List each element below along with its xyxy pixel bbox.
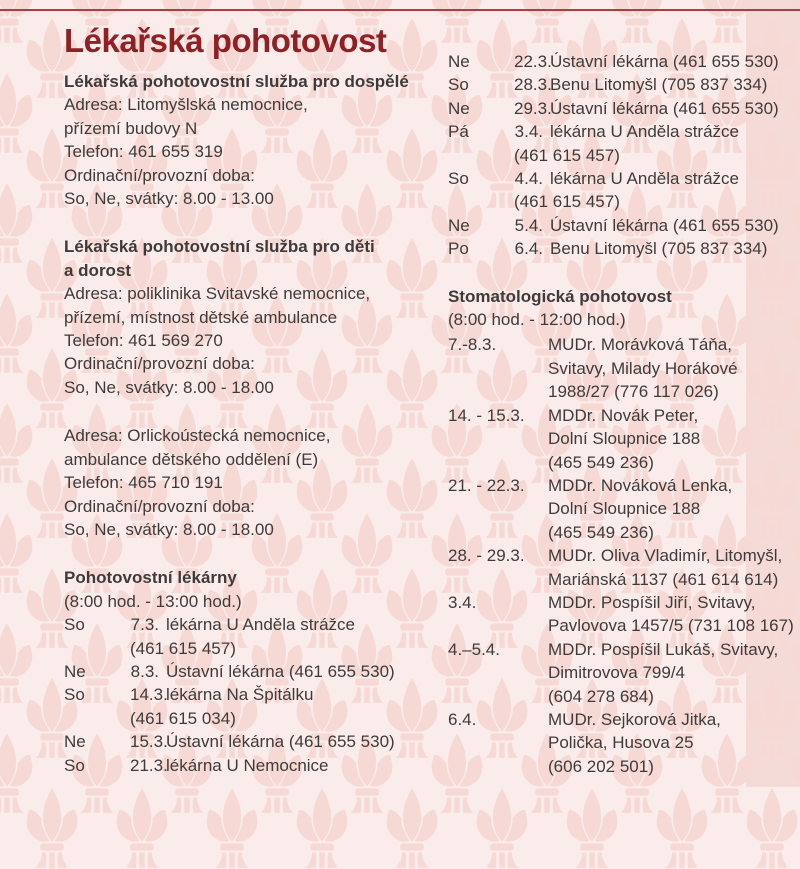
dental-entry xyxy=(448,638,800,708)
dental-line: MUDr. Oliva Vladimír, Litomyšl, xyxy=(548,546,783,566)
pharmacy-date: 29.3. xyxy=(514,98,552,118)
text-line: So, Ne, svátky: 8.00 - 18.00 xyxy=(64,377,274,397)
dental-info xyxy=(548,404,800,474)
pharmacy-day: So xyxy=(64,755,85,775)
pharmacy-date: 6.4. xyxy=(514,239,543,259)
pharmacies-hours: (8:00 hod. - 13:00 hod.) xyxy=(64,591,242,611)
section-pharmacies xyxy=(64,566,434,777)
dental-line: (604 278 684) xyxy=(548,686,654,706)
pharmacy-name: Ústavní lékárna (461 655 530) xyxy=(166,732,395,752)
dental-line: MUDr. Morávková Táňa, xyxy=(548,335,732,355)
text-line: Adresa: poliklinika Svitavské nemocnice, xyxy=(64,284,371,304)
section-children-alt-address xyxy=(64,424,434,541)
pharmacy-row xyxy=(64,613,434,660)
dental-line: Polička, Husova 25 xyxy=(548,733,694,753)
pharmacy-row xyxy=(64,683,434,730)
pharmacy-row xyxy=(448,73,800,96)
pharmacy-name: lékárna U Anděla strážce xyxy=(550,122,739,142)
dental-line: Svitavy, Milady Horákové xyxy=(548,358,738,378)
dental-line: (465 549 236) xyxy=(548,522,654,542)
dental-dates: 28. - 29.3. xyxy=(448,546,525,566)
text-line: ambulance dětského oddělení (E) xyxy=(64,449,319,469)
dental-dates: 6.4. xyxy=(448,709,477,729)
section-adults-heading: Lékařská pohotovostní služba pro dospělé xyxy=(64,72,409,91)
pharmacy-name: lékárna U Nemocnice xyxy=(166,755,329,775)
section-children-heading: Lékařská pohotovostní služba pro děti xyxy=(64,237,375,257)
dental-entry xyxy=(448,404,800,474)
section-children-heading-line2: a dorost xyxy=(64,260,132,280)
dental-entry xyxy=(448,591,800,638)
pharmacy-row xyxy=(448,120,800,167)
pharmacy-row xyxy=(448,97,800,120)
pharmacy-name: lékárna U Anděla strážce xyxy=(550,169,739,189)
dental-dates: 21. - 22.3. xyxy=(448,475,525,495)
pharmacy-date: 28.3. xyxy=(514,75,552,95)
dental-info xyxy=(548,333,800,403)
dental-list xyxy=(448,333,800,778)
text-line: Ordinační/provozní doba: xyxy=(64,165,255,185)
pharmacy-name: Ústavní lékárna (461 655 530) xyxy=(550,215,779,235)
text-line: Adresa: Litomyšlská nemocnice, xyxy=(64,95,308,115)
pharmacy-day: Pá xyxy=(448,122,469,142)
pharmacy-phone: (461 615 457) xyxy=(130,638,236,658)
dental-line: Mariánská 1137 (461 614 614) xyxy=(548,569,779,589)
pharmacy-row xyxy=(448,214,800,237)
pharmacy-day: So xyxy=(64,685,85,705)
pharmacy-day: Ne xyxy=(448,52,470,71)
pharmacy-name: lékárna U Anděla strážce xyxy=(166,615,355,635)
pharmacy-row xyxy=(64,754,434,777)
text-line: Telefon: 461 569 270 xyxy=(64,331,223,351)
dental-dates: 4.–5.4. xyxy=(448,639,500,659)
dental-line: (465 549 236) xyxy=(548,452,654,472)
text-line: So, Ne, svátky: 8.00 - 18.00 xyxy=(64,519,274,539)
pharmacy-phone: (461 615 457) xyxy=(514,145,620,165)
dental-line: Pavlovova 1457/5 (731 108 167) xyxy=(548,616,794,636)
pharmacy-date: 14.3. xyxy=(130,685,168,705)
pharmacy-row xyxy=(448,50,800,73)
dental-line: MDDr. Novák Peter, xyxy=(548,405,699,425)
dental-entry xyxy=(448,544,800,591)
dental-line: MDDr. Nováková Lenka, xyxy=(548,475,733,495)
dental-line: 1988/27 (776 117 026) xyxy=(548,382,719,402)
left-column xyxy=(64,22,434,777)
text-line: přízemí budovy N xyxy=(64,118,198,138)
pharmacy-day: Po xyxy=(448,239,469,259)
pharmacy-name: Ústavní lékárna (461 655 530) xyxy=(550,52,779,71)
dental-line: Dimitrovova 799/4 xyxy=(548,663,686,683)
pharmacy-day: So xyxy=(448,75,469,95)
text-line: přízemí, místnost dětské ambulance xyxy=(64,307,338,327)
pharmacy-day: Ne xyxy=(448,215,470,235)
pharmacy-phone: (461 615 034) xyxy=(130,708,236,728)
pharmacy-date: 22.3. xyxy=(514,52,552,71)
pharmacy-name: Ústavní lékárna (461 655 530) xyxy=(550,98,779,118)
dental-info xyxy=(548,708,800,778)
dental-hours: (8:00 hod. - 12:00 hod.) xyxy=(448,310,626,330)
dental-line: MDDr. Pospíšil Jiří, Svitavy, xyxy=(548,592,756,612)
pharmacies-heading: Pohotovostní lékárny xyxy=(64,568,237,588)
dental-info xyxy=(548,591,800,638)
pharmacy-row xyxy=(64,660,434,683)
pharmacy-date: 7.3. xyxy=(130,615,159,635)
section-children xyxy=(64,235,434,399)
dental-line: (606 202 501) xyxy=(548,756,654,776)
text-line: Ordinační/provozní doba: xyxy=(64,496,255,516)
text-line: Ordinační/provozní doba: xyxy=(64,354,255,374)
dental-entry xyxy=(448,474,800,544)
pharmacy-date: 5.4. xyxy=(514,215,543,235)
pharmacy-day: Ne xyxy=(64,732,86,752)
dental-line: MDDr. Pospíšil Lukáš, Svitavy, xyxy=(548,639,779,659)
pharmacy-name: Benu Litomyšl (705 837 334) xyxy=(550,75,768,95)
text-line: Adresa: Orlickoústecká nemocnice, xyxy=(64,426,331,446)
dental-line: Dolní Sloupnice 188 xyxy=(548,429,701,449)
pharmacy-date: 4.4. xyxy=(514,169,543,189)
pharmacy-date: 8.3. xyxy=(130,661,159,681)
right-column xyxy=(448,50,800,778)
page-title: Lékařská pohotovost xyxy=(64,22,387,59)
text-line: Telefon: 461 655 319 xyxy=(64,142,223,162)
dental-info xyxy=(548,638,800,708)
dental-heading: Stomatologická pohotovost xyxy=(448,286,672,306)
pharmacy-name: Benu Litomyšl (705 837 334) xyxy=(550,239,768,259)
pharmacy-day: Ne xyxy=(64,661,86,681)
dental-info xyxy=(548,474,800,544)
dental-line: Dolní Sloupnice 188 xyxy=(548,499,701,519)
dental-entry xyxy=(448,333,800,403)
pharmacy-day: So xyxy=(64,615,85,635)
text-line: Telefon: 465 710 191 xyxy=(64,473,223,493)
section-adults xyxy=(64,70,434,210)
dental-line: MUDr. Sejkorová Jitka, xyxy=(548,709,721,729)
pharmacy-date: 21.3. xyxy=(130,755,168,775)
pharmacy-name: Ústavní lékárna (461 655 530) xyxy=(166,661,395,681)
pharmacy-list-left xyxy=(64,613,434,777)
pharmacy-name: lékárna Na Špitálku xyxy=(166,685,314,705)
dental-dates: 3.4. xyxy=(448,592,477,612)
dental-dates: 14. - 15.3. xyxy=(448,405,525,425)
pharmacy-list-right xyxy=(448,50,800,261)
pharmacy-row xyxy=(448,237,800,260)
pharmacy-day: So xyxy=(448,169,469,189)
pharmacy-phone: (461 615 457) xyxy=(514,192,620,212)
pharmacy-date: 15.3. xyxy=(130,732,168,752)
pharmacy-row xyxy=(64,730,434,753)
dental-entry xyxy=(448,708,800,778)
pharmacy-date: 3.4. xyxy=(514,122,543,142)
pharmacy-day: Ne xyxy=(448,98,470,118)
pharmacy-row xyxy=(448,167,800,214)
top-rule xyxy=(0,9,800,11)
text-line: So, Ne, svátky: 8.00 - 13.00 xyxy=(64,189,274,209)
dental-dates: 7.-8.3. xyxy=(448,335,497,355)
dental-info xyxy=(548,544,800,591)
